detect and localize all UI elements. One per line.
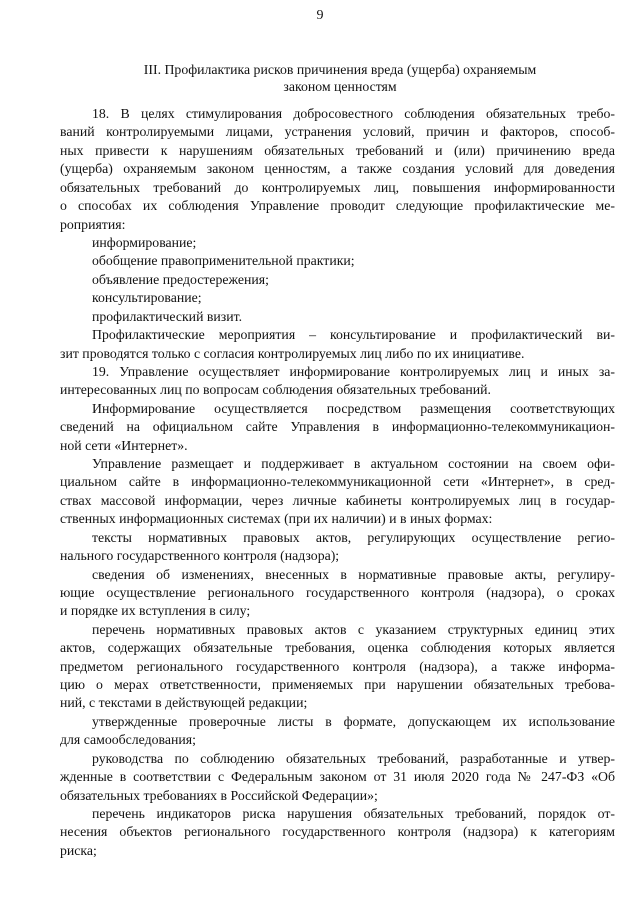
text-line: (ущерба) охраняемым законом ценностям, а также создания условий для доведения: [60, 161, 615, 177]
text-line: роприятия:: [60, 216, 126, 232]
text-line: и порядке их вступления в силу;: [60, 603, 251, 619]
section-title-line-1: III. Профилактика рисков причинения вреда (ущерба) охраняемым: [143, 62, 537, 77]
text-line: 18. В целях стимулирования добросовестного соблюдения обязательных требо-: [92, 106, 615, 121]
text-line: нального государственного контроля (надзора);: [60, 548, 340, 564]
text-line: перечень нормативных правовых актов с указанием структурных единиц этих: [92, 621, 615, 637]
text-line: ваний контролируемыми лицами, устранения условий, причин и факторов, способ-: [60, 124, 615, 140]
text-line: перечень индикаторов риска нарушения обязательных требований, порядок от-: [92, 806, 615, 821]
text-line: ной сети «Интернет».: [60, 437, 188, 453]
text-line: о способах их соблюдения Управление проводит следующие профилактические ме-: [60, 198, 615, 214]
text-line: ний, с текстами в действующей редакции;: [60, 695, 308, 711]
text-line: сведения об изменениях, внесенных в нормативные правовые акты, регулиру-: [92, 566, 615, 582]
text-line: предметом регионального государственного контроля (надзора), а также информа-: [60, 658, 615, 674]
text-line: зит проводятся только с согласия контролируемых лиц либо по их инициативе.: [60, 345, 525, 361]
text-line: ных привести к нарушениям обязательных требований и (или) причинению вреда: [60, 142, 615, 158]
text-line: интересованных лиц по вопросам соблюдения обязательных требований.: [60, 382, 491, 398]
text-line: объявление предостережения;: [92, 271, 269, 287]
text-line: обобщение правоприменительной практики;: [92, 253, 355, 269]
text-line: несения объектов регионального государственного контроля (надзора) к категориям: [60, 824, 615, 840]
text-line: для самообследования;: [60, 732, 196, 748]
text-line: циальном сайте в информационно-телекоммуникационной сети «Интернет», в сред-: [60, 474, 615, 490]
text-line: Информирование осуществляется посредством размещения соответствующих: [92, 400, 615, 416]
text-line: ственных информационных системах (при их наличии) и в иных формах:: [60, 511, 493, 527]
text-line: актов, содержащих обязательные требования, оценка соблюдения которых является: [60, 640, 615, 656]
text-line: риска;: [60, 842, 97, 858]
text-line: 19. Управление осуществляет информирование контролируемых лиц и иных за-: [92, 363, 615, 379]
text-line: тексты нормативных правовых актов, регулирующих осуществление регио-: [92, 529, 615, 545]
text-line: ющие осуществление регионального государственного контроля (надзора), о сроках: [60, 584, 615, 600]
text-line: обязательных требований до контролируемых лиц, повышения информированности: [60, 179, 615, 195]
text-line: Профилактические мероприятия – консультирование и профилактический ви-: [92, 327, 615, 342]
text-line: информирование;: [92, 234, 197, 250]
text-line: жденные в соответствии с Федеральным законом от 31 июля 2020 года № 247-ФЗ «Об: [60, 769, 615, 785]
text-line: утвержденные проверочные листы в формате, допускающем их использование: [92, 713, 615, 729]
page-number: 9: [316, 8, 324, 23]
text-line: сведений на официальном сайте Управления в информационно-телекоммуникацион-: [60, 419, 615, 435]
text-line: ствах массовой информации, через личные кабинеты контролируемых лиц в государ-: [60, 492, 615, 508]
text-line: Управление размещает и поддерживает в актуальном состоянии на своем офи-: [92, 456, 615, 471]
section-title-line-2: законом ценностям: [283, 79, 397, 94]
text-line: обязательных требованиях в Российской Федерации»;: [60, 787, 378, 803]
text-line: профилактический визит.: [92, 308, 243, 324]
text-line: руководства по соблюдению обязательных требований, разработанные и утвер-: [92, 750, 615, 766]
text-line: консультирование;: [92, 290, 202, 306]
text-line: цию о мерах ответственности, применяемых при нарушении обязательных требова-: [60, 677, 615, 692]
